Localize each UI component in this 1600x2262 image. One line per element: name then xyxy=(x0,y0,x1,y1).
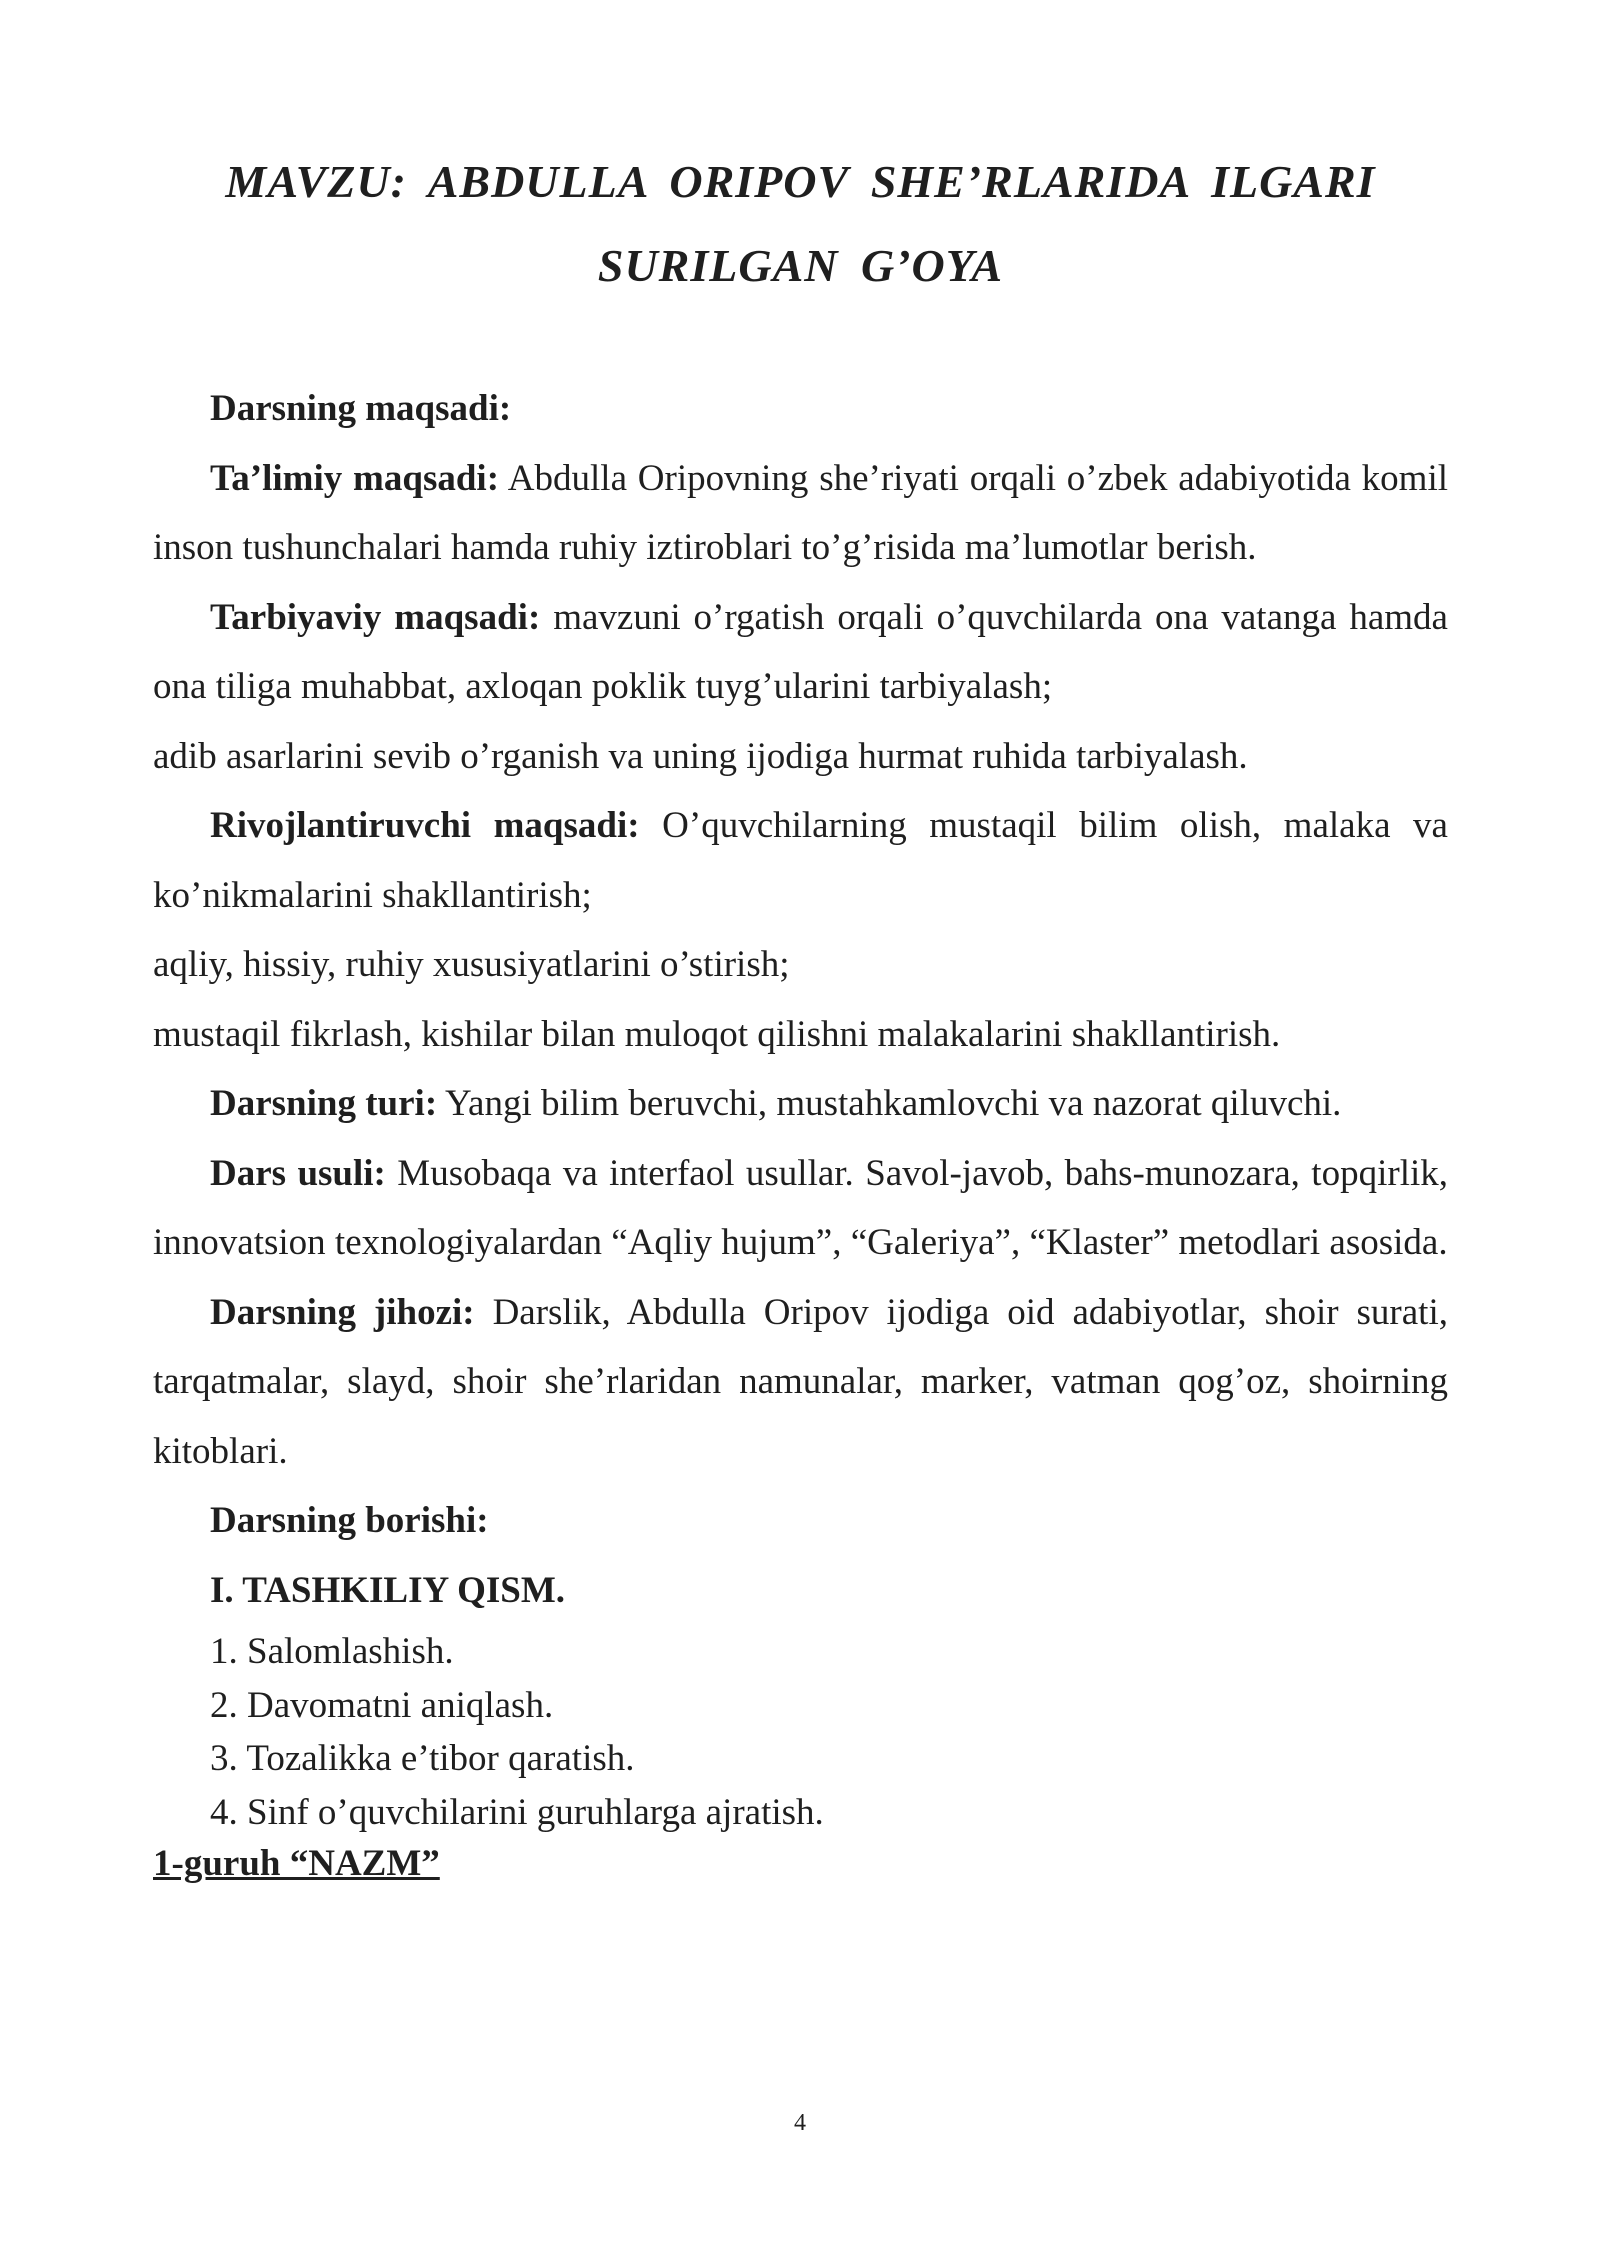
group-label: 1-guruh “NAZM” xyxy=(153,1843,440,1884)
rivojlantiruvchi-paragraph xyxy=(153,791,1448,930)
tarbiyaviy-line-2: adib asarlarini sevib o’rganish va uning ijodiga hurmat ruhida tarbiyalash. xyxy=(153,735,1248,777)
tarbiyaviy-label: Tarbiyaviy maqsadi: xyxy=(210,596,541,638)
turi-label: Darsning turi: xyxy=(210,1083,438,1124)
jihozi-label: Darsning jihozi: xyxy=(210,1291,475,1333)
list-item: 1. Salomlashish. xyxy=(210,1631,454,1672)
list-item: 2. Davomatni aniqlash. xyxy=(210,1684,554,1726)
talimiy-paragraph xyxy=(153,444,1448,583)
list-item: 3. Tozalikka e’tibor qaratish. xyxy=(210,1738,635,1779)
jihozi-text: Darslik, Abdulla Oripov ijodiga oid adabiyotlar, shoir surati, tarqatmalar, slayd, shoir she’rlaridan namunalar, marker, vatman qog’oz, shoirning kitoblari. xyxy=(153,1291,1448,1472)
page-number: 4 xyxy=(794,2110,806,2136)
page-title xyxy=(153,140,1448,308)
talimiy-text: Abdulla Oripovning she’riyati orqali o’zbek adabiyotida komil inson tushunchalari hamda ruhiy iztiroblari to’g’risida ma’lumotlar berish. xyxy=(153,457,1448,568)
borishi-heading: Darsning borishi: xyxy=(210,1500,489,1541)
title-line-1: MAVZU: ABDULLA ORIPOV SHE’RLARIDA ILGARI xyxy=(225,156,1376,207)
rivojlantiruvchi-text: O’quvchilarning mustaqil bilim olish, malaka va ko’nikmalarini shakllantirish; xyxy=(153,805,1448,916)
rivojlantiruvchi-line-3: mustaqil fikrlash, kishilar bilan muloqot qilishni malakalarini shakllantirish. xyxy=(153,1013,1281,1055)
usuli-paragraph xyxy=(153,1139,1448,1278)
step-list xyxy=(153,1625,1448,1839)
rivojlantiruvchi-label: Rivojlantiruvchi maqsadi: xyxy=(210,805,640,846)
jihozi-paragraph xyxy=(153,1278,1448,1487)
section-heading: I. TASHKILIY QISM. xyxy=(210,1569,566,1611)
usuli-text: Musobaqa va interfaol usullar. Savol-javob, bahs-munozara, topqirlik, innovatsion texnologiyalardan “Aqliy hujum”, “Galeriya”, “Klaster” metodlari asosida. xyxy=(153,1152,1448,1263)
tarbiyaviy-paragraph xyxy=(153,583,1448,722)
talimiy-label: Ta’limiy maqsadi: xyxy=(210,457,500,499)
turi-text: Yangi bilim beruvchi, mustahkamlovchi va nazorat qiluvchi. xyxy=(437,1083,1342,1124)
document-body xyxy=(153,374,1448,1889)
rivojlantiruvchi-line-2: aqliy, hissiy, ruhiy xususiyatlarini o’stirish; xyxy=(153,944,790,985)
tarbiyaviy-text: mavzuni o’rgatish orqali o’quvchilarda ona vatanga hamda ona tiliga muhabbat, axloqan poklik tuyg’ularini tarbiyalash; xyxy=(153,596,1448,707)
title-line-2: SURILGAN G’OYA xyxy=(597,240,1004,291)
maqsad-heading: Darsning maqsadi: xyxy=(210,388,512,429)
turi-paragraph xyxy=(153,1069,1448,1139)
usuli-label: Dars usuli: xyxy=(210,1152,386,1194)
list-item: 4. Sinf o’quvchilarini guruhlarga ajratish. xyxy=(210,1791,824,1833)
